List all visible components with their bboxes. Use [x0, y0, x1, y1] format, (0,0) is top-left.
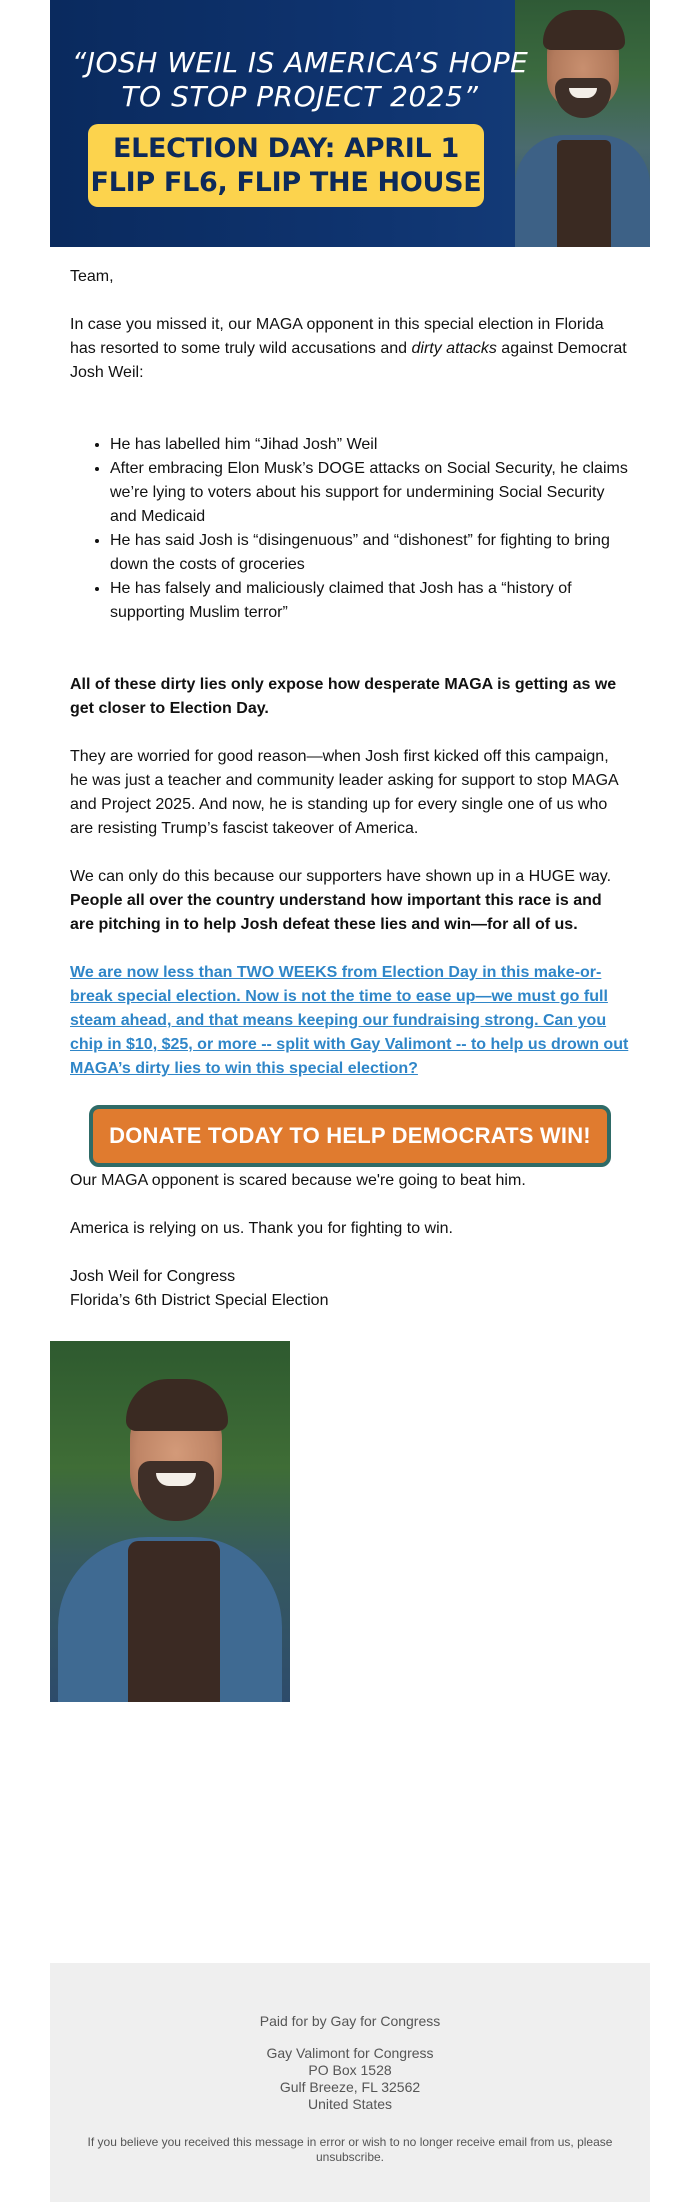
supporters-plain: We can only do this because our supporters have shown up in a HUGE way.	[70, 868, 612, 885]
email-container	[50, 0, 650, 2164]
flip-line: FLIP FL6, FLIP THE HOUSE	[90, 167, 482, 198]
scared-paragraph: Our MAGA opponent is scared because we're going to beat him.	[70, 1172, 526, 1189]
supporters-bold: People all over the country understand how important this race is and are pitching in to help Josh defeat these lies and win—for all of us.	[70, 892, 602, 933]
signature-line-2: Florida’s 6th District Special Election	[70, 1292, 329, 1309]
list-item: • He has said Josh is “disingenuous” and “dishonest” for fighting to bring down the costs of groceries	[110, 529, 630, 577]
unsubscribe-text[interactable]: If you believe you received this message in error or wish to no longer receive email from us, please unsubscribe.	[87, 2135, 613, 2164]
donation-link[interactable]: We are now less than TWO WEEKS from Election Day in this make-or-break special election. Now is not the time to ease up—we must go full steam ahead, and that means keeping our fundraising strong. Can you chip in $10, $25, or more -- split with Gay Valimont -- to help us drown out MAGA’s dirty lies to win this special election?	[70, 964, 629, 1077]
donate-button-wrap	[70, 1105, 630, 1167]
header-banner	[50, 0, 650, 247]
photo-beard	[555, 78, 611, 118]
city-line: Gulf Breeze, FL 32562	[279, 2079, 421, 2095]
donation-link-paragraph	[70, 961, 630, 1081]
election-day-line: ELECTION DAY: APRIL 1	[112, 133, 460, 164]
paid-for-by: Paid for by Gay for Congress	[259, 2013, 441, 2029]
intro-paragraph	[70, 313, 630, 385]
portrait-beard	[138, 1461, 214, 1521]
dirty-lies-paragraph: All of these dirty lies only expose how desperate MAGA is getting as we get closer to Election Day.	[70, 676, 617, 717]
relying-paragraph: America is relying on us. Thank you for fighting to win.	[70, 1220, 453, 1237]
list-item: • He has falsely and maliciously claimed that Josh has a “history of supporting Muslim terror”	[110, 577, 630, 625]
candidate-banner-photo	[515, 0, 650, 247]
signature-line-1: Josh Weil for Congress	[70, 1268, 236, 1285]
portrait-hair	[126, 1379, 228, 1431]
address-block	[50, 2045, 650, 2113]
greeting: Team,	[70, 268, 114, 285]
portrait-shirt	[128, 1541, 220, 1702]
country-line: United States	[307, 2096, 393, 2112]
photo-shirt	[557, 140, 611, 247]
intro-text-1: In case you missed it, our MAGA opponent in this special election in Florida has resorted to some truly wild accusations and	[70, 316, 604, 357]
intro-italic: dirty attacks	[411, 340, 497, 357]
list-item: • After embracing Elon Musk’s DOGE attacks on Social Security, he claims we’re lying to voters about his support for undermining Social Security and Medicaid	[110, 457, 630, 529]
photo-hair	[543, 10, 625, 50]
worried-paragraph: They are worried for good reason—when Josh first kicked off this campaign, he was just a teacher and community leader asking for support to stop MAGA and Project 2025. And now, he is standing up for every single one of us who are resisting Trump’s fascist takeover of America.	[70, 748, 618, 837]
attack-list	[70, 433, 630, 625]
email-footer	[50, 1963, 650, 2202]
candidate-portrait	[50, 1341, 290, 1702]
po-box: PO Box 1528	[308, 2062, 392, 2078]
email-body	[50, 247, 650, 1313]
supporters-paragraph	[70, 865, 630, 937]
intro-text-2: against Democrat Josh Weil:	[70, 340, 627, 381]
donate-button[interactable]: DONATE TODAY TO HELP DEMOCRATS WIN!	[89, 1105, 611, 1167]
election-day-box	[88, 124, 484, 207]
banner-quote: “JOSH WEIL IS AMERICA’S HOPE TO STOP PROJECT 2025”	[71, 46, 529, 113]
list-item: • He has labelled him “Jihad Josh” Weil	[110, 433, 630, 457]
org-name: Gay Valimont for Congress	[266, 2045, 434, 2061]
